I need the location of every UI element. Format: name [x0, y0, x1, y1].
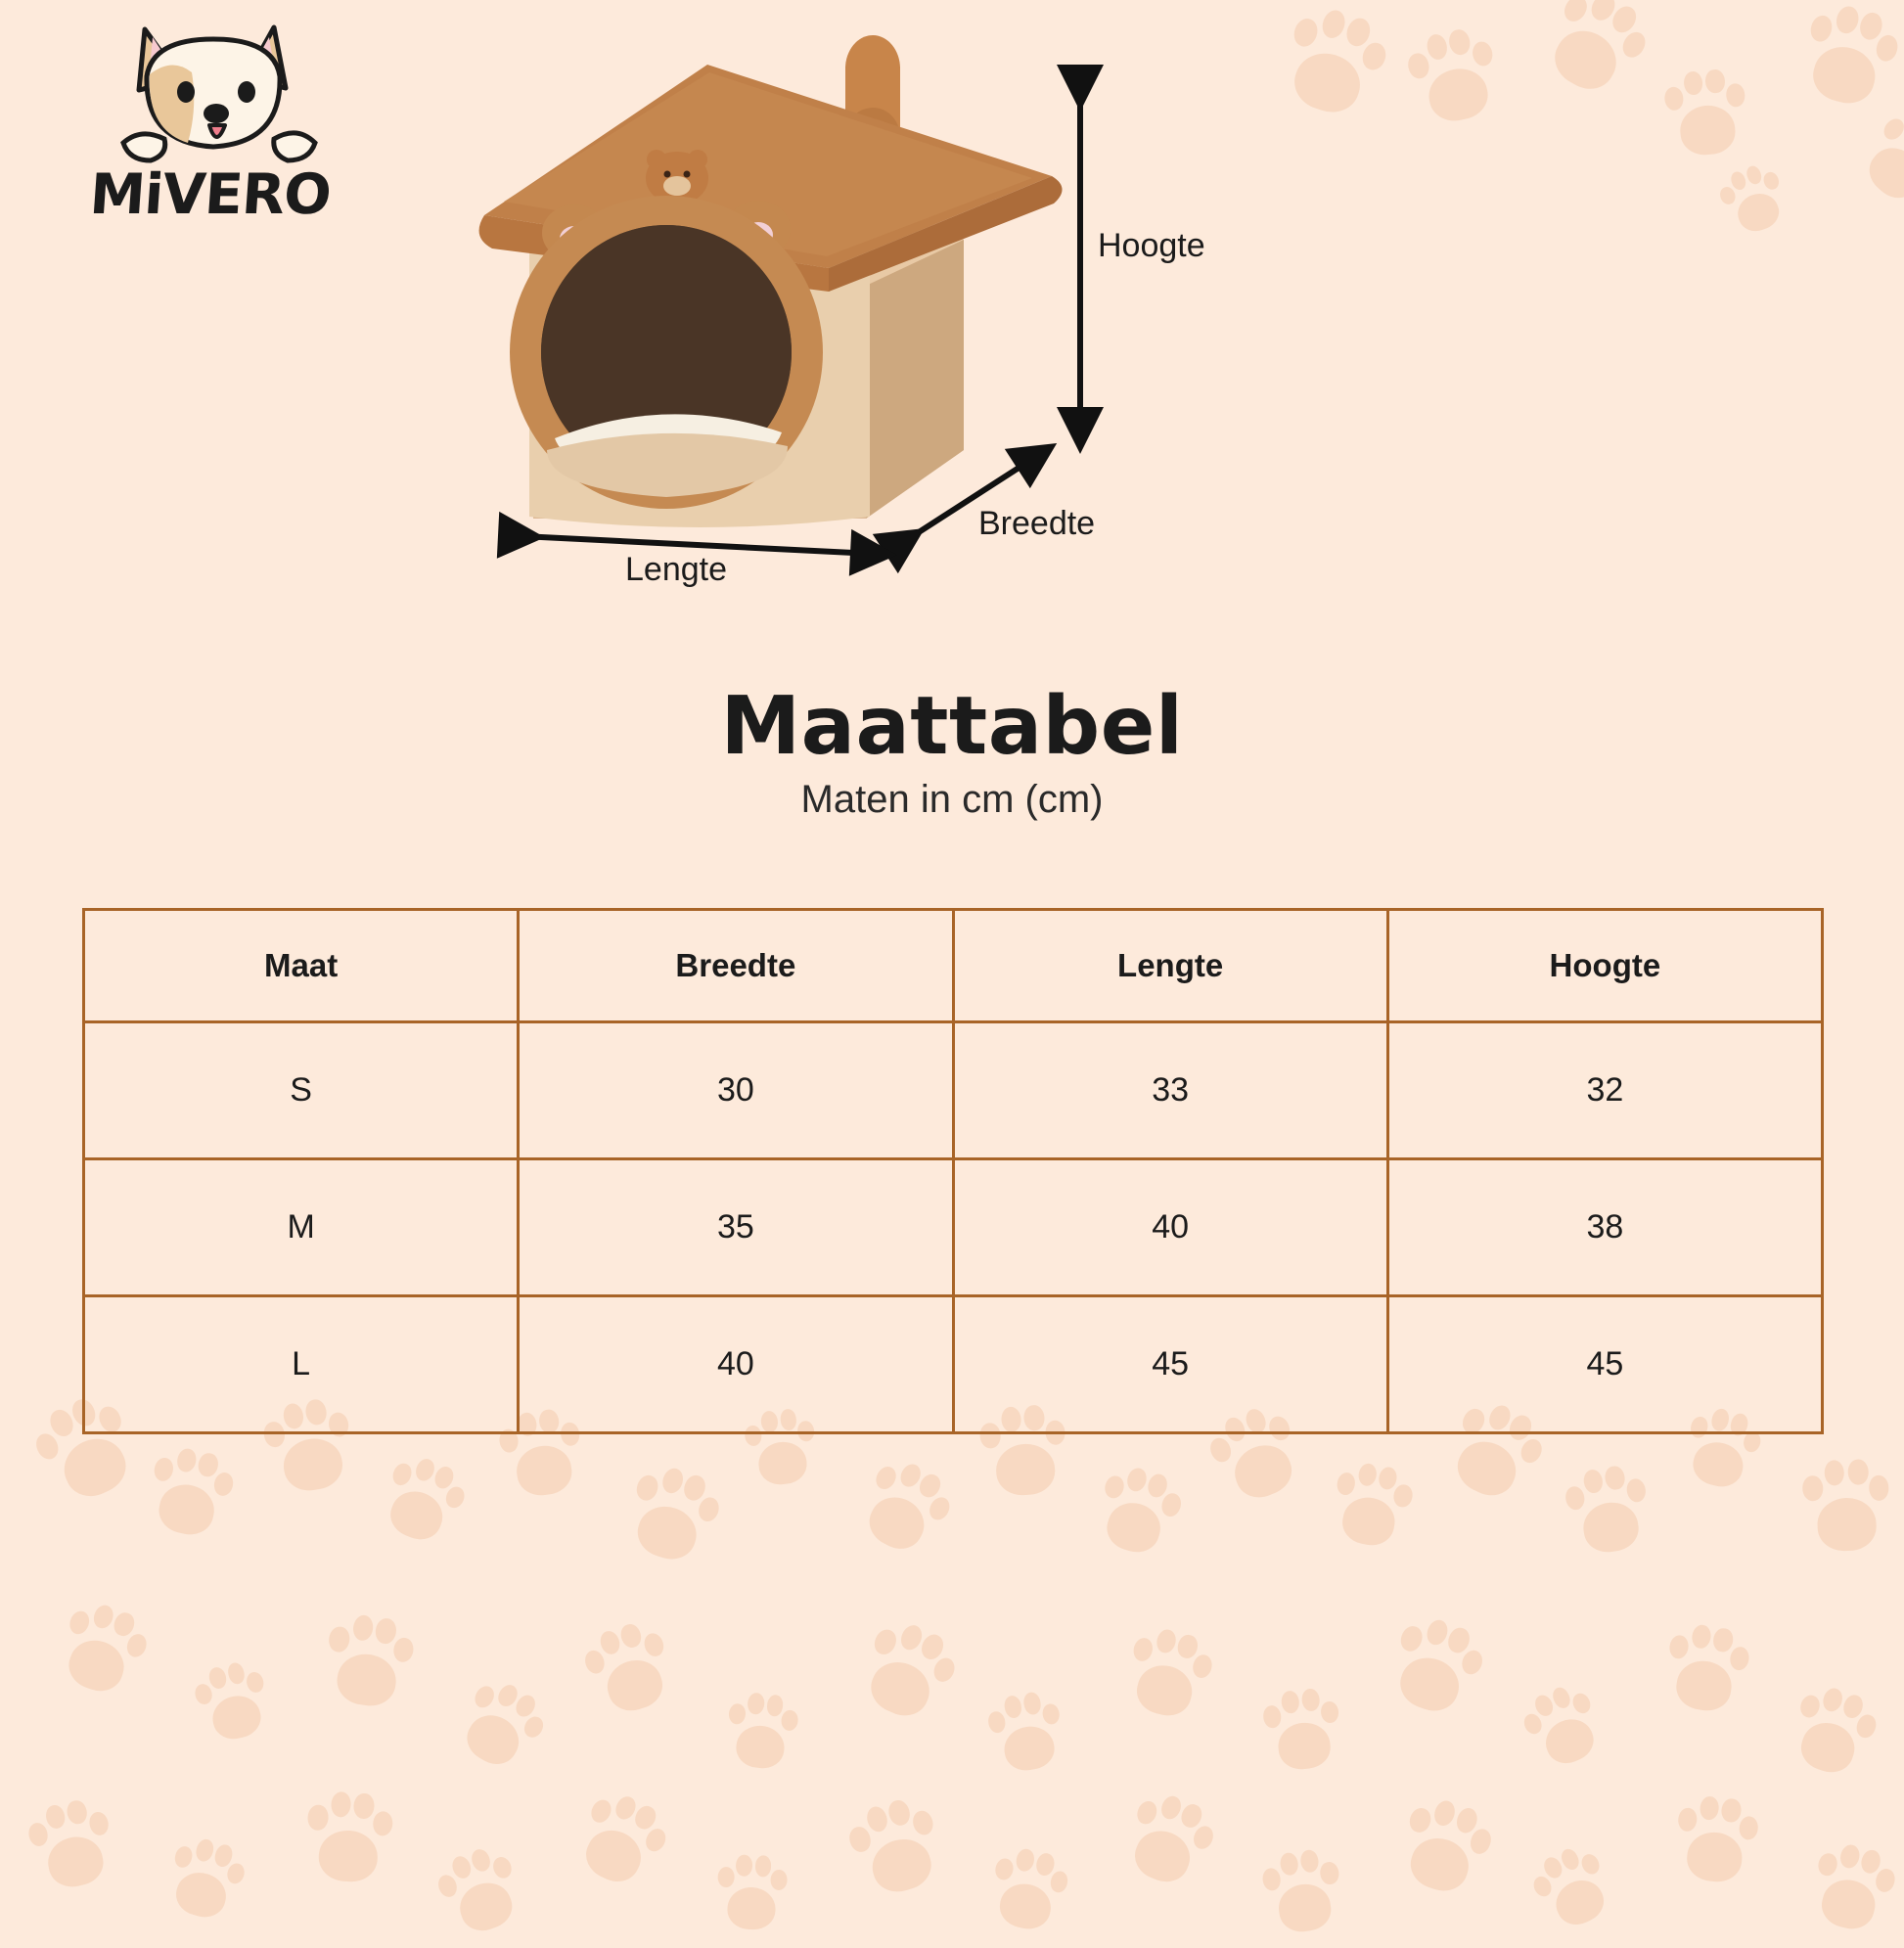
table-header-row: [84, 910, 1823, 1022]
column-header-maat: Maat: [84, 910, 519, 1022]
table-row: [84, 1022, 1823, 1159]
cell-hoogte: 45: [1387, 1296, 1822, 1433]
table-row: [84, 1296, 1823, 1433]
page-subtitle: Maten in cm (cm): [800, 778, 1104, 821]
page-title: Maattabel: [720, 680, 1184, 773]
cell-lengte: 40: [953, 1159, 1387, 1296]
size-table: [82, 908, 1824, 1434]
dimension-label-height: Hoogte: [1098, 227, 1205, 264]
cell-breedte: 35: [519, 1159, 953, 1296]
column-header-lengte: Lengte: [953, 910, 1387, 1022]
column-header-breedte: Breedte: [519, 910, 953, 1022]
cell-hoogte: 38: [1387, 1159, 1822, 1296]
cell-breedte: 30: [519, 1022, 953, 1159]
cell-maat: L: [84, 1296, 519, 1433]
brand-name: MiVERO: [87, 162, 333, 227]
cell-lengte: 45: [953, 1296, 1387, 1433]
cell-lengte: 33: [953, 1022, 1387, 1159]
dimension-arrows: [0, 0, 1904, 685]
cell-hoogte: 32: [1387, 1022, 1822, 1159]
cell-maat: M: [84, 1159, 519, 1296]
size-table-container: [82, 908, 1824, 1434]
cell-maat: S: [84, 1022, 519, 1159]
cell-breedte: 40: [519, 1296, 953, 1433]
dimension-label-width: Breedte: [978, 505, 1096, 542]
table-row: [84, 1159, 1823, 1296]
column-header-hoogte: Hoogte: [1387, 910, 1822, 1022]
dimension-label-length: Lengte: [625, 551, 727, 588]
